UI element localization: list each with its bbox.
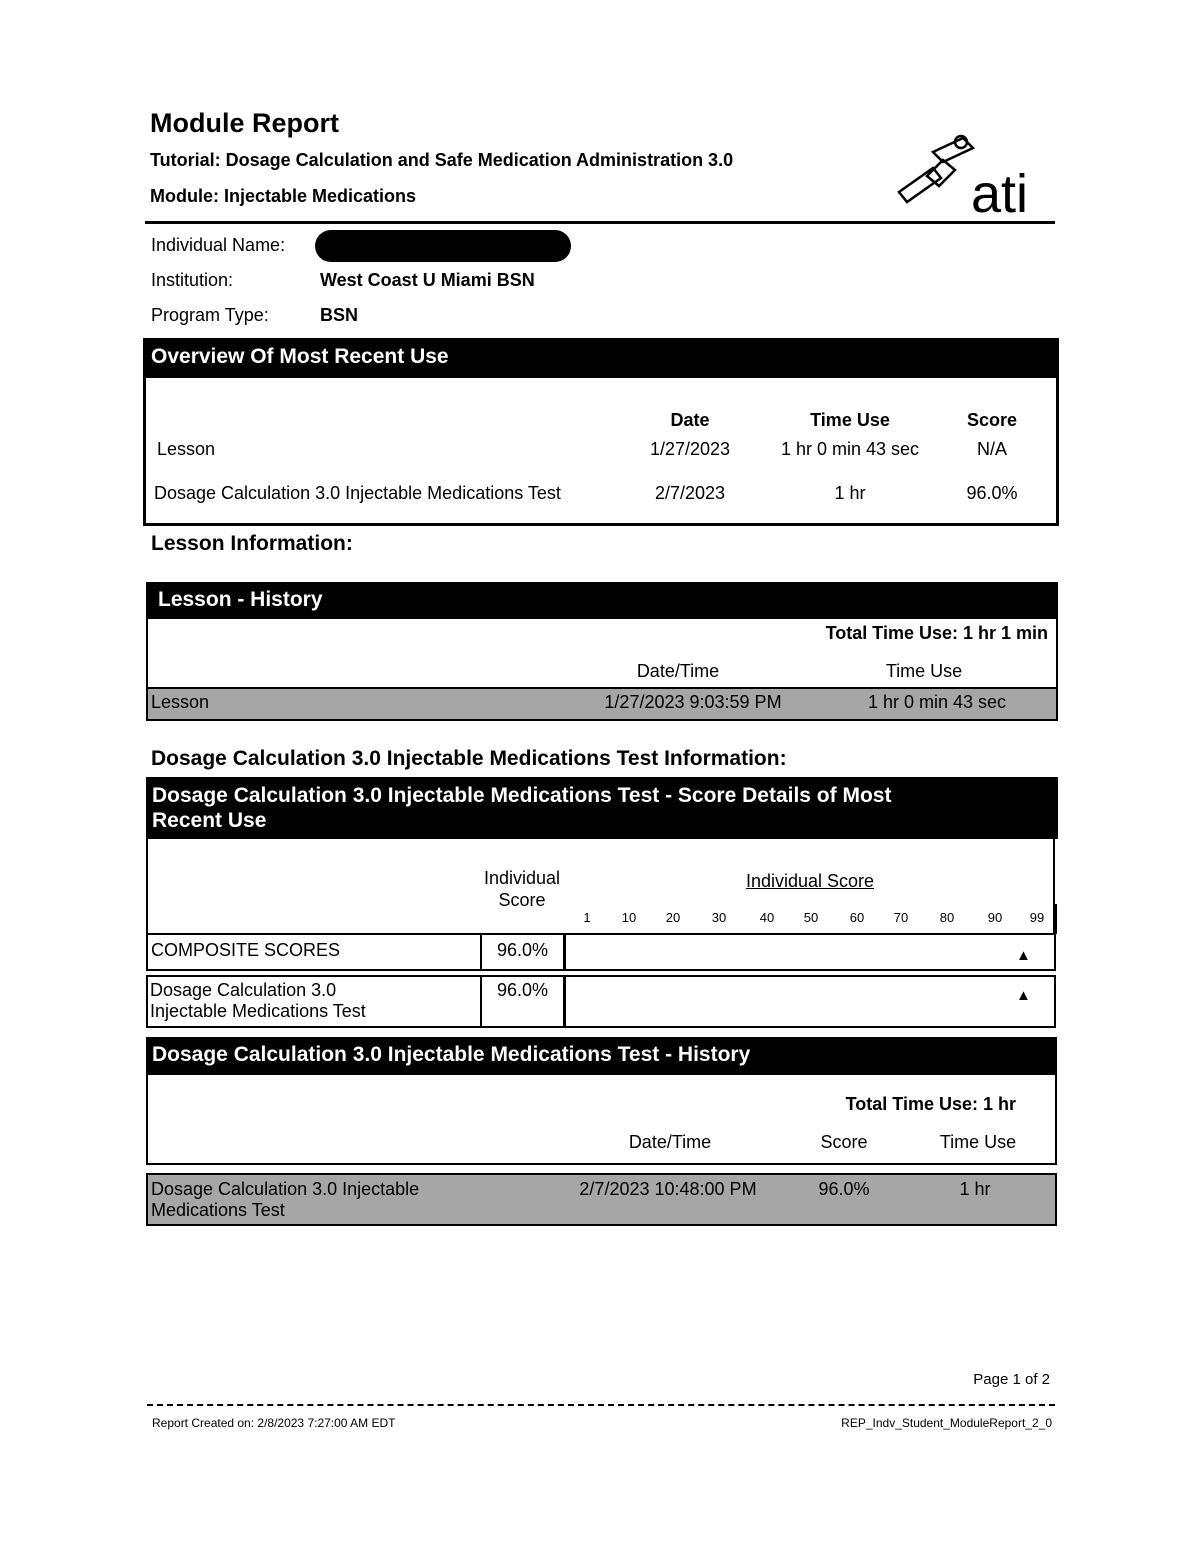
- test-score-label-line1: Dosage Calculation 3.0: [150, 980, 337, 1000]
- scale-tick-label: 10: [621, 910, 637, 925]
- overview-row-name: Lesson: [157, 439, 216, 459]
- scale-tick-label: 60: [849, 910, 865, 925]
- header-rule: [145, 221, 1055, 224]
- overview-row-date: 2/7/2023: [654, 483, 726, 503]
- scale-tick-label: 1: [583, 910, 591, 925]
- overview-row-name: Dosage Calculation 3.0 Injectable Medications Test: [154, 483, 561, 503]
- overview-date-header: Date: [670, 410, 710, 430]
- scale-tick-label: 90: [987, 910, 1003, 925]
- composite-label: COMPOSITE SCORES: [151, 940, 341, 960]
- report-id: REP_Indv_Student_ModuleReport_2_0: [841, 1416, 1052, 1430]
- program-type-value: BSN: [320, 305, 359, 325]
- test-history-row-time: 1 hr: [959, 1179, 991, 1199]
- page-number: Page 1 of 2: [973, 1371, 1050, 1388]
- test-history-row-datetime: 2/7/2023 10:48:00 PM: [579, 1179, 757, 1199]
- individual-name-label: Individual Name:: [151, 235, 286, 255]
- overview-timeuse-header: Time Use: [810, 410, 890, 430]
- scale-tick-label: 99: [1029, 910, 1045, 925]
- tutorial-name: Tutorial: Dosage Calculation and Safe Medication Administration 3.0: [150, 150, 734, 170]
- score-details-title-line2: Recent Use: [152, 809, 267, 832]
- institution-value: West Coast U Miami BSN: [320, 270, 535, 290]
- test-history-score-header: Score: [820, 1132, 868, 1152]
- institution-label: Institution:: [151, 270, 234, 290]
- score-details-title: [146, 777, 1058, 839]
- overview-row-time: 1 hr 0 min 43 sec: [780, 439, 920, 459]
- test-score-label: [150, 980, 366, 1022]
- test-info-heading: Dosage Calculation 3.0 Injectable Medications Test Information:: [151, 747, 787, 770]
- scale-tick-label: 30: [711, 910, 727, 925]
- overview-title: Overview Of Most Recent Use: [143, 338, 1059, 378]
- overview-row-score: 96.0%: [966, 483, 1018, 503]
- scale-tick-label: 50: [803, 910, 819, 925]
- test-history-datetime-header: Date/Time: [628, 1132, 712, 1152]
- details-left-border: [146, 839, 148, 934]
- individual-score-header-line1: Individual: [483, 868, 561, 888]
- test-history-row-score: 96.0%: [818, 1179, 870, 1199]
- test-history-row-name-line2: Medications Test: [151, 1200, 285, 1220]
- logo-text: ati: [971, 164, 1029, 220]
- module-name: Module: Injectable Medications: [150, 186, 417, 206]
- test-score: 96.0%: [496, 980, 549, 1000]
- scale-tick-label: 40: [759, 910, 775, 925]
- test-divider-2: [563, 975, 566, 1028]
- test-percentile-marker: ▲: [1016, 987, 1031, 1004]
- lesson-row-datetime: 1/27/2023 9:03:59 PM: [604, 692, 782, 712]
- individual-score-header-line2: Score: [498, 890, 546, 910]
- ati-logo: [893, 130, 1043, 220]
- lesson-row-name: Lesson: [151, 692, 210, 712]
- report-created: Report Created on: 2/8/2023 7:27:00 AM EDT: [152, 1416, 396, 1430]
- scale-end-marker: [1053, 904, 1057, 934]
- program-type-label: Program Type:: [151, 305, 269, 325]
- test-history-title: Dosage Calculation 3.0 Injectable Medications Test - History: [146, 1037, 1057, 1075]
- lesson-row-time: 1 hr 0 min 43 sec: [867, 692, 1007, 712]
- scale-tick-label: 70: [893, 910, 909, 925]
- test-history-row-name: [151, 1179, 419, 1221]
- test-score-label-line2: Injectable Medications Test: [150, 1001, 366, 1021]
- test-history-total: Total Time Use: 1 hr: [845, 1094, 1016, 1114]
- score-details-title-line1: Dosage Calculation 3.0 Injectable Medications Test - Score Details of Most: [152, 784, 892, 807]
- test-history-timeuse-header: Time Use: [939, 1132, 1017, 1152]
- lesson-info-heading: Lesson Information:: [151, 532, 353, 555]
- overview-row-score: N/A: [976, 439, 1007, 459]
- individual-score-header: [462, 867, 582, 911]
- lesson-datetime-header: Date/Time: [636, 661, 720, 681]
- overview-row-date: 1/27/2023: [649, 439, 731, 459]
- composite-divider-2: [563, 933, 566, 971]
- lesson-total-time: Total Time Use: 1 hr 1 min: [825, 623, 1048, 643]
- overview-score-header: Score: [966, 410, 1018, 430]
- scale-tick-label: 20: [665, 910, 681, 925]
- test-history-row-name-line1: Dosage Calculation 3.0 Injectable: [151, 1179, 420, 1199]
- composite-percentile-marker: ▲: [1016, 947, 1031, 964]
- individual-score-scale-title: Individual Score: [745, 871, 875, 891]
- lesson-history-title: Lesson - History: [146, 582, 1058, 619]
- lesson-timeuse-header: Time Use: [885, 661, 963, 681]
- footer-dashed-rule: [147, 1404, 1055, 1406]
- redacted-name: [315, 230, 571, 262]
- report-title: Module Report: [150, 108, 339, 138]
- scale-tick-label: 80: [939, 910, 955, 925]
- overview-row-time: 1 hr: [834, 483, 866, 503]
- composite-score: 96.0%: [496, 940, 549, 960]
